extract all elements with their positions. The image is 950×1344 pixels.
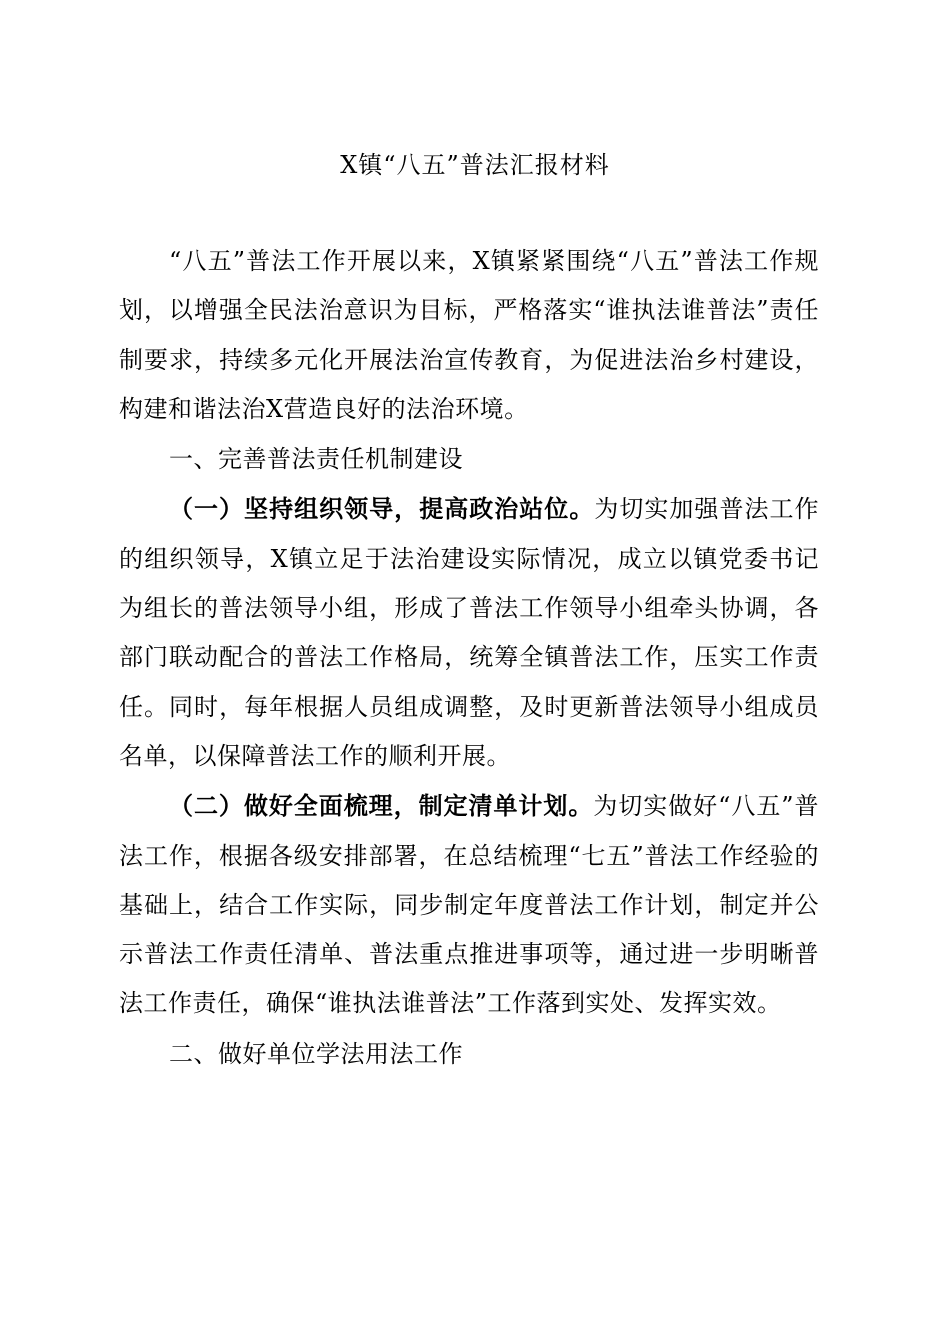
section-heading-one bbox=[119, 434, 819, 484]
document-body bbox=[119, 236, 819, 1079]
document-title: X镇“八五”普法汇报材料 bbox=[340, 151, 610, 179]
subsection-paragraph-two bbox=[119, 781, 819, 1028]
intro-paragraph bbox=[119, 236, 819, 434]
paragraph-text: “八五”普法工作开展以来，X镇紧紧围绕“八五”普法工作规划，以增强全民法治意识为目标，严格落实“谁执法谁普法”责任制要求，持续多元化开展法治宣传教育，为促进法治乡村建设，构建和谐法治X营造良好的法治环境。 bbox=[119, 247, 819, 423]
paragraph-lead: （二）做好全面梳理，制定清单计划。 bbox=[169, 791, 594, 821]
paragraph-lead: （一）坚持组织领导，提高政治站位。 bbox=[169, 494, 595, 524]
section-heading-two bbox=[119, 1029, 819, 1079]
paragraph-text: 一、完善普法责任机制建设 bbox=[169, 445, 463, 474]
subsection-paragraph-one bbox=[119, 484, 819, 781]
paragraph-text: 为切实加强普法工作的组织领导，X镇立足于法治建设实际情况，成立以镇党委书记为组长的普法领导小组，形成了普法工作领导小组牵头协调，各部门联动配合的普法工作格局，统筹全镇普法工作，压实工作责任。同时，每年根据人员组成调整，及时更新普法领导小组成员名单，以保障普法工作的顺利开展。 bbox=[119, 495, 820, 770]
paragraph-text: 为切实做好“八五”普法工作，根据各级安排部署，在总结梳理“七五”普法工作经验的基础上，结合工作实际，同步制定年度普法工作计划，制定并公示普法工作责任清单、普法重点推进事项等，通过进一步明晰普法工作责任，确保“谁执法谁普法”工作落到实处、发挥实效。 bbox=[119, 792, 820, 1018]
paragraph-text: 二、做好单位学法用法工作 bbox=[169, 1039, 463, 1068]
